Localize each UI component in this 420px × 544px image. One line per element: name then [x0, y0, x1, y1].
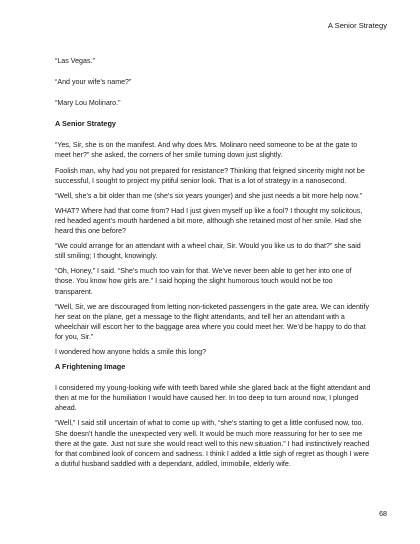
- paragraph: I wondered how anyone holds a smile this long?: [55, 347, 207, 356]
- paragraph: “And your wife’s name?”: [55, 78, 132, 87]
- paragraph: Foolish man, why had you not prepared for resistance? Thinking that feigned sincerity might not be successful, I sought to project my pitiful senior look. That is a lot of strategy in a nanosecond.: [55, 166, 365, 185]
- paragraph: “Well, Sir, we are discouraged from letting non-ticketed passengers in the gate area. We can identify her seat on the plane, get a message to the flight attendants, and tell her an attendant with a wheelchair will escort her to the baggage area where you could meet her. We’d be happy to do that for you, Sir.”: [55, 302, 369, 341]
- paragraph: I considered my young-looking wife with teeth bared while she glared back at the flight attendant and then at me for the humiliation I would have caused her. In too deep to turn around now, I plunged ahead.: [55, 384, 371, 413]
- paragraph: “Well, she’s a bit older than me (she’s six years younger) and she just needs a bit more help now.”: [55, 191, 363, 200]
- page-number: 68: [379, 510, 387, 518]
- paragraph: “Yes, Sir, she is on the manifest. And why does Mrs. Molinaro need someone to be at the gate to meet her?” she asked, the corners of her smile turning down just slightly.: [55, 141, 358, 160]
- paragraph: “Oh, Honey,” I said. “She’s much too vain for that. We’ve never been able to get her into one of those. You know how girls are.” I said hoping the slight humorous touch would not be too transparent.: [55, 267, 352, 296]
- running-header: A Senior Strategy: [327, 21, 387, 30]
- page-body: [55, 56, 372, 469]
- section-heading: A Frightening Image: [55, 362, 126, 372]
- paragraph: WHAT? Where had that come from? Had I just given myself up like a fool? I thought my solicitous, red headed agent’s mouth hardened a bit more, although she retained most of her smile. Had she heard this one before?: [55, 206, 363, 236]
- section-heading: A Senior Strategy: [55, 119, 116, 129]
- paragraph: “Las Vegas.”: [55, 57, 95, 65]
- paragraph: “Mary Lou Molinaro.”: [55, 99, 121, 108]
- paragraph: “We could arrange for an attendant with a wheel chair, Sir. Would you like us to do that?” she said still smiling; I thought, knowingly.: [55, 242, 361, 261]
- paragraph: “Well,” I said still uncertain of what to come up with, “she’s starting to get a little confused now, too. She doesn’t handle the unexpected very well. It would be much more reassuring for her to see me there at the gate. Just not sure she would react well to this new situation.” I had instinctively reached for that combined look of concern and sadness. I think I added a little sigh of regret as though I were a dutiful husband saddled with a dependant, addled, immobile, elderly wife.: [55, 419, 370, 468]
